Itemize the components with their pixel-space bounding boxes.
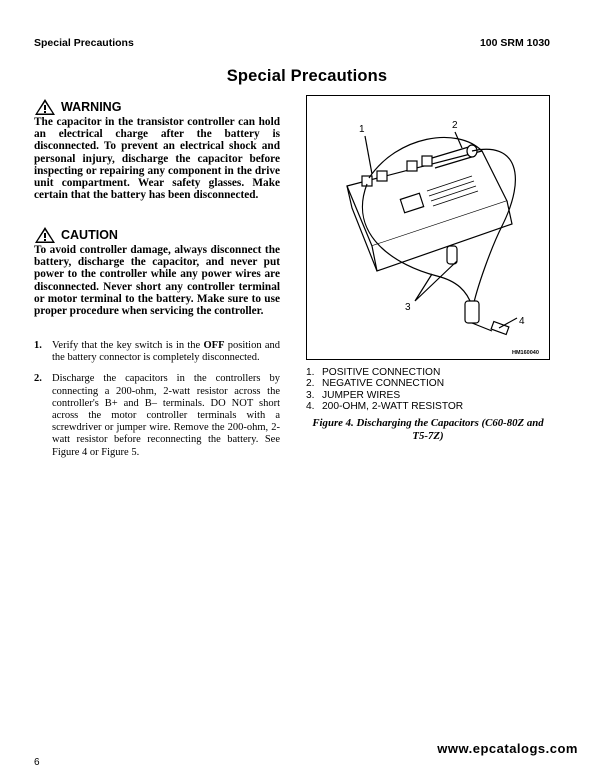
legend-item: 4. 200-OHM, 2-WATT RESISTOR: [306, 400, 464, 412]
step-text: Verify that the key switch is in the OFF position and the battery connector is completely disconnected.: [52, 340, 281, 364]
caution-heading: [34, 226, 118, 244]
callout-4: 4: [519, 316, 525, 327]
warning-heading: [34, 98, 121, 116]
warning-triangle-icon: [34, 98, 56, 116]
running-header-right: 100 SRM 1030: [479, 37, 550, 49]
legend-item: 2. NEGATIVE CONNECTION: [306, 378, 445, 390]
step-2: [34, 373, 280, 458]
step-number: 2.: [34, 373, 42, 385]
page-title: Special Precautions: [226, 67, 388, 85]
caution-triangle-icon: [34, 226, 56, 244]
running-header-left: Special Precautions: [34, 37, 134, 49]
legend-item: 1. POSITIVE CONNECTION: [306, 367, 441, 378]
controller-diagram: [307, 96, 550, 360]
callout-3: 3: [405, 302, 411, 313]
figure-illustration: [306, 95, 550, 360]
figure-caption: Figure 4. Discharging the Capacitors (C60-80Z and T5-7Z): [312, 417, 544, 442]
procedure-steps: [34, 340, 280, 468]
caution-label: CAUTION: [61, 228, 118, 242]
figure-id: HM160040: [512, 350, 539, 356]
caution-text: To avoid controller damage, always disconnect the battery, discharge the capacitor, and never put power to the controller while any power wires are disconnected. Never short any controller terminal or motor terminal to the battery. Make sure to use proper procedure when servicing the controller.: [34, 244, 280, 318]
step-number: 1.: [34, 340, 42, 351]
page-number: 6: [34, 757, 40, 768]
figure-legend: [306, 367, 463, 412]
step-1: [34, 340, 280, 364]
callout-2: 2: [452, 120, 458, 131]
warning-label: WARNING: [61, 100, 122, 114]
watermark-text: www.epcatalogs.com: [437, 741, 578, 756]
warning-text: The capacitor in the transistor controller can hold an electrical charge after the battery is disconnected. To prevent an electrical shock and personal injury, discharge the capacitor before inspecting or repairing any component in the drive unit compartment. Wear safety glasses. Make certain that the battery has been disconnected.: [34, 116, 280, 202]
callout-1: 1: [359, 124, 365, 135]
step-text: Discharge the capacitors in the controllers by connecting a 200-ohm, 2-watt resistor across the controller's B+ and B– terminals. DO NOT short across the motor controller terminals with a screwdriver or jumper wire. Remove the 200-ohm, 2-watt resistor before reconnecting the battery. See Figure 4 or Figure 5.: [52, 373, 280, 458]
legend-item: 3. JUMPER WIRES: [306, 389, 401, 401]
